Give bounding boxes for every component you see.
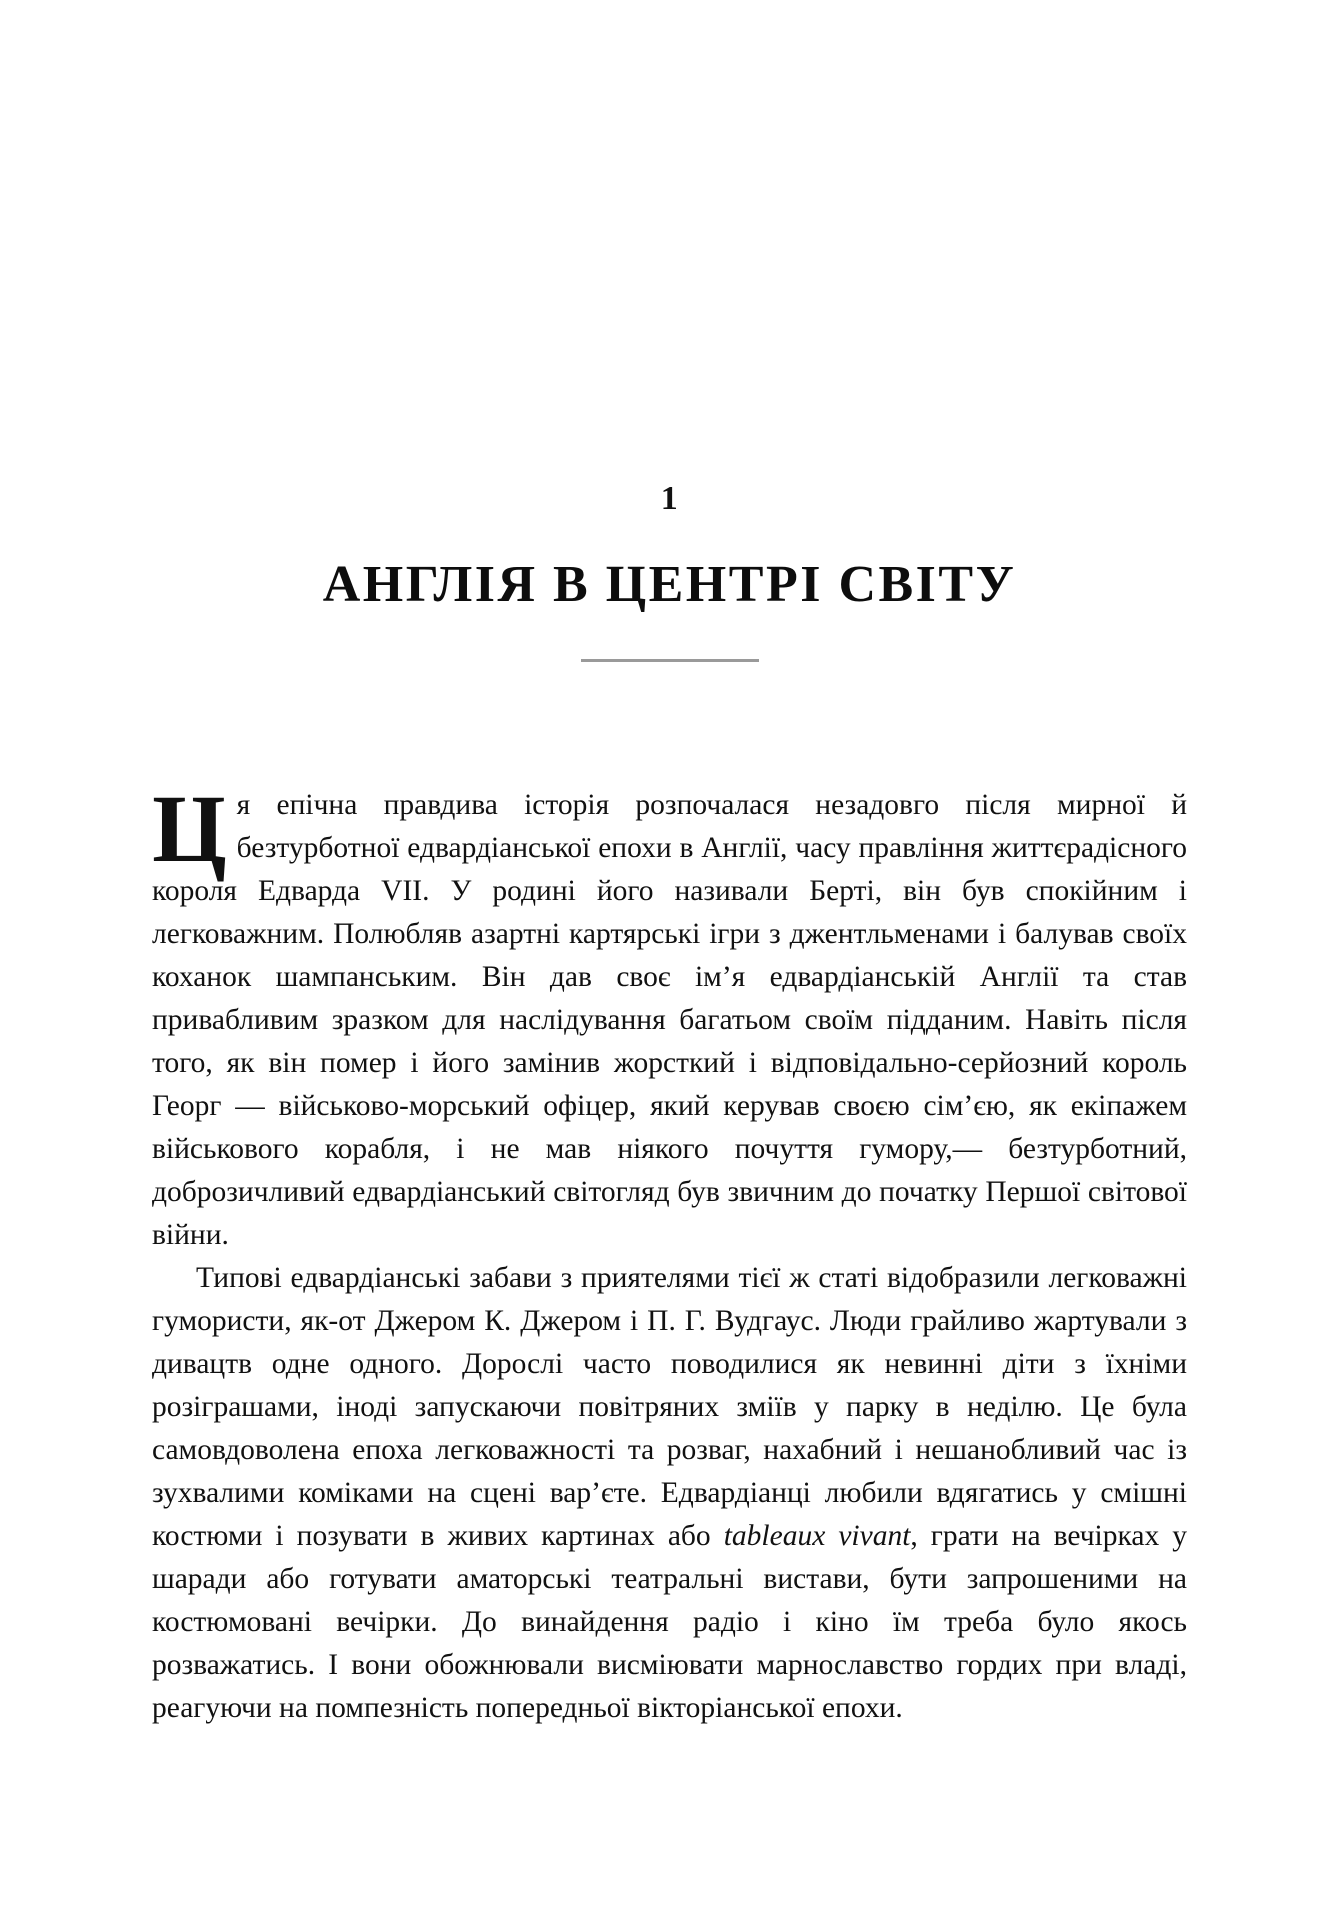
chapter-title: АНГЛІЯ В ЦЕНТРІ СВІТУ bbox=[322, 556, 1017, 613]
chapter-number: 1 bbox=[660, 480, 679, 517]
foreign-phrase: tableaux vivant bbox=[723, 1520, 911, 1553]
paragraph-1: Ця епічна правдива історія розпочалася незадовго після мирної й безтурботної едвардіанської епохи в Англії, часу правління життєрадісного короля Едварда VII. У родині його називали Берті, він був спокійним і легковажним. Полюбляв азартні картярські ігри з джентльменами і балував своїх коханок шампанським. Він дав своє ім’я едвардіанській Англії та став привабливим зразком для наслідування багатьом своїм підданим. Навіть після того, як він помер і його замінив жорсткий і відповідально-серйозний король Георг — військово-морський офіцер, який керував своєю сім’єю, як екіпажем військового корабля, і не мав ніякого почуття гумору,— безтурботний, доброзичливий едвардіанський світогляд був звичним до початку Першої світової війни. bbox=[152, 775, 1187, 1252]
title-divider bbox=[581, 659, 759, 662]
paragraph-2 bbox=[152, 1257, 1187, 1730]
page-content bbox=[152, 0, 1187, 1730]
paragraph-2-tail: , грати на вечірках у шаради або готувати аматорські театральні вистави, бути запрошеними на костюмовані вечірки. До винайдення радіо і кіно їм треба було якось розважатись. І вони обожнювали висміювати марнославство гордих при владі, реагуючи на помпезність попередньої вікторіанської епохи. bbox=[152, 1520, 1187, 1725]
paragraph-2-head: Типові едвардіанські забави з приятелями тієї ж статі відобразили легковажні гумористи, як-от Джером К. Джером і П. Г. Вудгаус. Люди грайливо жартували з дивацтв одне одного. Дорослі часто поводилися як невинні діти з їхніми розіграшами, іноді запускаючи повітряних зміїв у парку в неділю. Це була самовдоволена епоха легковажності та розваг, нахабний і нешанобливий час із зухвалими коміками на сцені вар’єте. Едвардіанці любили вдягатись у смішні костюми і позувати в живих картинах або bbox=[152, 1262, 1187, 1553]
body-text bbox=[152, 775, 1187, 1730]
